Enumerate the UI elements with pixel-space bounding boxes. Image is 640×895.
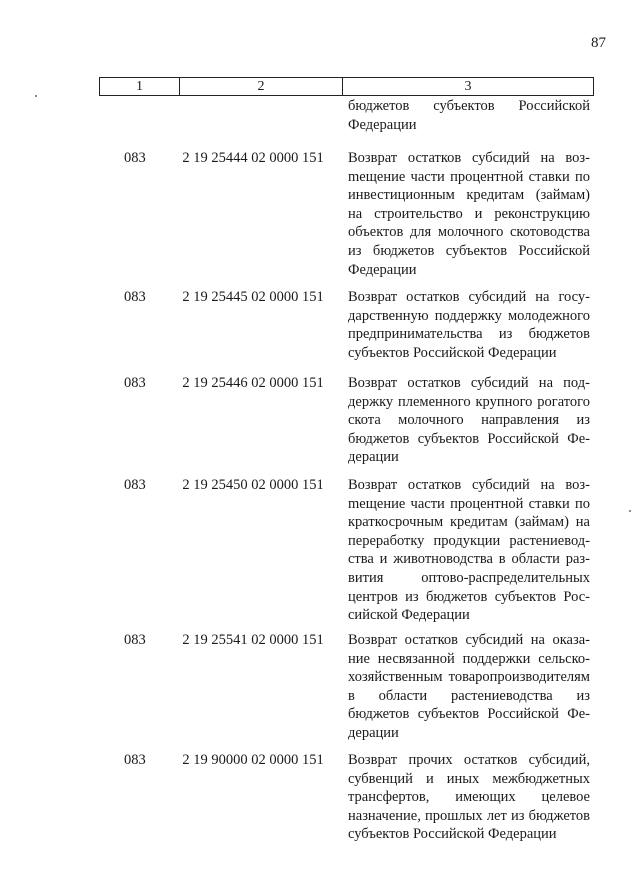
admin-code: 083: [124, 632, 146, 648]
budget-code: 2 19 90000 02 0000 151: [182, 752, 324, 768]
page-number: 87: [591, 35, 606, 51]
row-description: Возврат остатков субсидий на оказание несвязанной поддержки сельскохозяйственным товаропроизводителям в области растениеводства из бюджетов субъектов Российской Федерации: [348, 632, 590, 741]
row-description: Возврат прочих остатков субсидий, субвенций и иных межбюджетных трансфертов, имеющих целевое назначение, прошлых лет из бюджетов субъектов Российской Федерации: [348, 752, 590, 843]
row-description: Возврат остатков субсидий на возmещение части процентной ставки по инвестиционным кредитам (займам) на строительство и реконструкцию объектов для молочного скотоводства из бюджетов субъектов Российской Федерации: [348, 150, 590, 278]
budget-code: 2 19 25541 02 0000 151: [182, 632, 324, 648]
admin-code: 083: [124, 752, 146, 768]
admin-code: 083: [124, 150, 146, 166]
row-description: Возврат остатков субсидий на поддержку племенного крупного рогатого скота молочного направления из бюджетов субъектов Российской Федерации: [348, 375, 590, 466]
row-description: Возврат остатков субсидий на возmещение части процентной ставки по краткосрочным кредитам (займам) на переработку продукции растениеводства и животноводства в области развития оптово-распределительных центров из бюджетов субъектов Российской Федерации: [348, 477, 590, 624]
continuation-text: бюджетов субъектов Российской Федерации: [348, 98, 590, 133]
table-header: [99, 77, 594, 96]
scan-speck: [629, 510, 631, 512]
row-description: Возврат остатков субсидий на государственную поддержку молодежного предпринимательства из бюджетов субъектов Российской Федерации: [348, 289, 590, 361]
admin-code: 083: [124, 477, 146, 493]
budget-code: 2 19 25450 02 0000 151: [182, 477, 324, 493]
scan-speck: [35, 95, 37, 97]
budget-code: 2 19 25444 02 0000 151: [182, 150, 324, 166]
header-col-3: 3: [464, 79, 472, 94]
header-col-2: 2: [180, 78, 343, 95]
admin-code: 083: [124, 289, 146, 305]
header-col-1: 1: [100, 78, 180, 95]
admin-code: 083: [124, 375, 146, 391]
budget-code: 2 19 25446 02 0000 151: [182, 375, 324, 391]
budget-code: 2 19 25445 02 0000 151: [182, 289, 324, 305]
